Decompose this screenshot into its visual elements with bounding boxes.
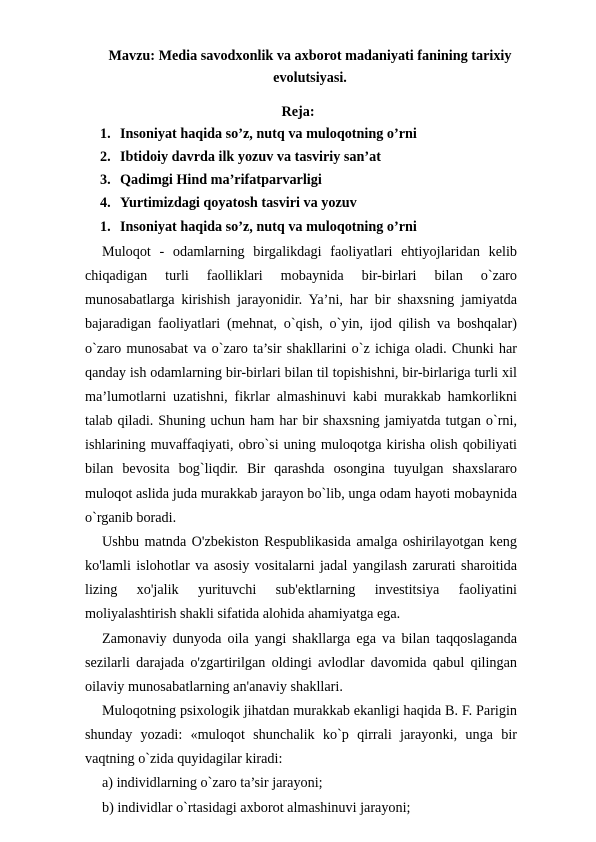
- list-item: a) individlarning o`zaro ta’sir jarayoni;: [102, 775, 323, 792]
- plan-item: [100, 169, 520, 192]
- paragraph: Zamonaviy dunyoda oila yangi shakllarga ega va bilan taqqoslaganda sezilarli darajada o'zgartirilgan oldingi avlodlar davomida qabul qilingan oilaviy munosabatlarning an'anaviy shakllari.: [85, 630, 517, 695]
- paragraph: Ushbu matnda O'zbekiston Respublikasida amalga oshirilayotgan keng ko'lamli islohotlar va asosiy vositalarni jadal yangilash zarurati sharoitida lizing xo'jalik yurituvchi sub'ektlarning investitsiya faoliyatini moliyalashtirish shakli sifatida alohida ahamiyatga ega.: [85, 533, 517, 623]
- plan-item-number: 3.: [100, 172, 111, 188]
- paragraph: Muloqot - odamlarning birgalikdagi faoliyatlari ehtiyojlaridan kelib chiqadigan turli faolliklari mobaynida bir-birlari bilan o`zaro munosabatlarga kirishish jarayonidir. Ya’ni, har bir shaxsning jamiyatda bajaradigan faoliyatlari (mehnat, o`qish, o`yin, ijod qilish va boshqalar) o`zaro munosabat va o`zaro ta’sir shakllarini o`z ichiga oladi. Chunki har qanday ish odamlarning bir-birlari bilan til topishishni, bir-birlariga turli xil ma’lumotlarni uzatishni, fikrlar almashinuvi kabi murakkab hamkorlikni talab qiladi. Shuning uchun ham har bir shaxsning jamiyatda tutgan o`rni, ishlarining muvaffaqiyati, obro`si uning muloqotga kirisha olish qobiliyati bilan bevosita bog`liqdir. Bir qarashda osongina tuyulgan shaxslararo muloqot aslida juda murakkab jarayon bo`lib, unga odam hayoti mobaynida o`rganib boradi.: [85, 244, 517, 526]
- plan-item-text: Insoniyat haqida so’z, nutq va muloqotning o’rni: [120, 126, 417, 142]
- section-title: Insoniyat haqida so’z, nutq va muloqotning o’rni: [120, 219, 417, 235]
- plan-heading: Reja:: [281, 104, 315, 120]
- plan-item-text: Yurtimizdagi qoyatosh tasviri va yozuv: [120, 195, 357, 211]
- paragraph: Muloqotning psixologik jihatdan murakkab ekanligi haqida B. F. Parigin shunday yozadi: «muloqot shunchalik ko`p qirrali jarayonki, unga bir vaqtning o`zida quyidagilar kiradi:: [85, 702, 517, 768]
- section-number: 1.: [100, 219, 111, 235]
- plan-item-text: Qadimgi Hind ma’rifatparvarligi: [120, 172, 322, 188]
- section-heading: [100, 216, 417, 239]
- plan-item: [100, 192, 520, 215]
- document-body: [85, 240, 517, 820]
- plan-list: [100, 123, 520, 215]
- plan-item: [100, 123, 520, 146]
- plan-item-number: 2.: [100, 149, 111, 165]
- plan-item-number: 4.: [100, 195, 111, 211]
- document-title: Mavzu: Media savodxonlik va axborot madaniyati fanining tarixiy evolutsiyasi.: [108, 48, 512, 86]
- list-item: b) individlar o`rtasidagi axborot almashinuvi jarayoni;: [102, 799, 411, 816]
- plan-item-text: Ibtidoiy davrda ilk yozuv va tasviriy san’at: [120, 149, 381, 165]
- plan-item: [100, 146, 520, 169]
- plan-item-number: 1.: [100, 126, 111, 142]
